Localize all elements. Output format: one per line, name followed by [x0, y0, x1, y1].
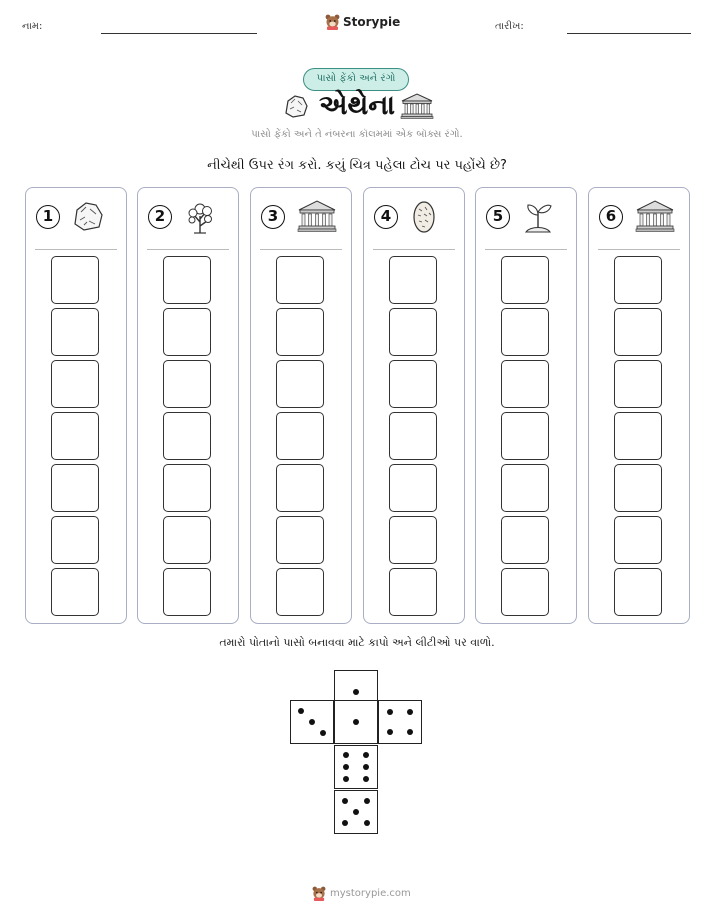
column-header: [259, 200, 345, 240]
column-4: [363, 187, 465, 624]
die-pip: [320, 730, 326, 736]
color-box[interactable]: [389, 308, 437, 356]
bear-logo-icon: [312, 886, 326, 901]
column-1: [25, 187, 127, 624]
color-box[interactable]: [501, 360, 549, 408]
color-box[interactable]: [614, 412, 662, 460]
die-pip: [343, 752, 349, 758]
color-box[interactable]: [163, 308, 211, 356]
column-number: 5: [486, 205, 510, 229]
color-box[interactable]: [501, 412, 549, 460]
name-label: નામ:: [22, 21, 43, 32]
color-box[interactable]: [501, 256, 549, 304]
die-pip: [407, 729, 413, 735]
die-pip: [407, 709, 413, 715]
die-pip: [387, 729, 393, 735]
color-box[interactable]: [276, 568, 324, 616]
color-box[interactable]: [276, 412, 324, 460]
die-pip: [387, 709, 393, 715]
color-box[interactable]: [501, 464, 549, 512]
die-pip: [353, 689, 359, 695]
column-2: [137, 187, 239, 624]
column-number: 1: [36, 205, 60, 229]
column-divider: [260, 249, 342, 250]
die-pip: [364, 820, 370, 826]
column-header: [34, 200, 120, 240]
color-box[interactable]: [501, 568, 549, 616]
rock-icon: [72, 200, 104, 232]
date-line: [567, 33, 691, 34]
tree-icon: [184, 200, 216, 234]
bear-logo-icon: [325, 14, 340, 30]
column-number: 2: [148, 205, 172, 229]
column-header: [597, 200, 683, 240]
activity-pill: પાસો ફેંકો અને રંગો: [303, 68, 409, 91]
die-face-1: [334, 700, 378, 744]
column-5: [475, 187, 577, 624]
color-box[interactable]: [614, 516, 662, 564]
color-box[interactable]: [163, 412, 211, 460]
date-label: તારીખ:: [495, 21, 524, 32]
color-box[interactable]: [51, 360, 99, 408]
color-box[interactable]: [276, 360, 324, 408]
color-box[interactable]: [614, 256, 662, 304]
column-divider: [147, 249, 229, 250]
column-header: [372, 200, 458, 240]
color-box[interactable]: [614, 464, 662, 512]
color-box[interactable]: [51, 412, 99, 460]
color-box[interactable]: [389, 360, 437, 408]
column-6: [588, 187, 690, 624]
die-pip: [353, 719, 359, 725]
die-pip: [363, 764, 369, 770]
cut-instruction: તમારો પોતાનો પાસો બનાવવા માટે કાપો અને લીટીઓ પર વાળો.: [219, 636, 495, 649]
instructions-subtitle: પાસો ફેંકો અને તે નંબરના કૉલમમાં એક બૉક્સ રંગો.: [251, 129, 463, 140]
color-box[interactable]: [51, 464, 99, 512]
column-divider: [35, 249, 117, 250]
color-box[interactable]: [389, 568, 437, 616]
color-box[interactable]: [163, 516, 211, 564]
die-face-4: [378, 700, 422, 744]
die-pip: [364, 798, 370, 804]
die-pip: [363, 752, 369, 758]
die-pip: [353, 809, 359, 815]
color-box[interactable]: [614, 568, 662, 616]
die-pip: [343, 764, 349, 770]
color-box[interactable]: [51, 256, 99, 304]
column-number: 4: [374, 205, 398, 229]
color-box[interactable]: [276, 464, 324, 512]
die-pip: [363, 776, 369, 782]
seed-icon: [410, 200, 438, 234]
die-pip: [309, 719, 315, 725]
color-box[interactable]: [51, 516, 99, 564]
footer-url: mystorypie.com: [330, 888, 411, 899]
column-divider: [373, 249, 455, 250]
die-face-3: [290, 700, 334, 744]
color-box[interactable]: [51, 308, 99, 356]
column-3: [250, 187, 352, 624]
color-box[interactable]: [389, 256, 437, 304]
color-box[interactable]: [163, 360, 211, 408]
temple-icon: [297, 200, 337, 232]
die-pip: [298, 708, 304, 714]
die-face-6: [334, 745, 378, 789]
color-box[interactable]: [51, 568, 99, 616]
question-text: નીચેથી ઉપર રંગ કરો. કયું ચિત્ર પહેલા ટોચ પર પહોંચે છે?: [207, 158, 507, 173]
name-line: [101, 33, 257, 34]
column-number: 6: [599, 205, 623, 229]
sprout-icon: [522, 200, 554, 234]
footer: [312, 886, 411, 901]
color-box[interactable]: [276, 256, 324, 304]
page-title: એથેના: [319, 90, 395, 121]
color-box[interactable]: [389, 516, 437, 564]
brand-name: Storypie: [343, 15, 401, 29]
color-box[interactable]: [163, 568, 211, 616]
color-box[interactable]: [614, 360, 662, 408]
color-box[interactable]: [276, 308, 324, 356]
column-header: [146, 200, 232, 240]
column-number: 3: [261, 205, 285, 229]
color-box[interactable]: [276, 516, 324, 564]
die-pip: [342, 820, 348, 826]
color-box[interactable]: [501, 308, 549, 356]
color-box[interactable]: [389, 412, 437, 460]
column-divider: [598, 249, 680, 250]
color-box[interactable]: [389, 464, 437, 512]
color-box[interactable]: [614, 308, 662, 356]
die-pip: [343, 776, 349, 782]
color-box[interactable]: [501, 516, 549, 564]
brand-logo: [325, 14, 400, 30]
die-face-5: [334, 790, 378, 834]
die-pip: [342, 798, 348, 804]
column-header: [484, 200, 570, 240]
color-box[interactable]: [163, 256, 211, 304]
temple-icon: [400, 93, 434, 119]
color-box[interactable]: [163, 464, 211, 512]
temple-icon: [635, 200, 675, 232]
column-divider: [485, 249, 567, 250]
